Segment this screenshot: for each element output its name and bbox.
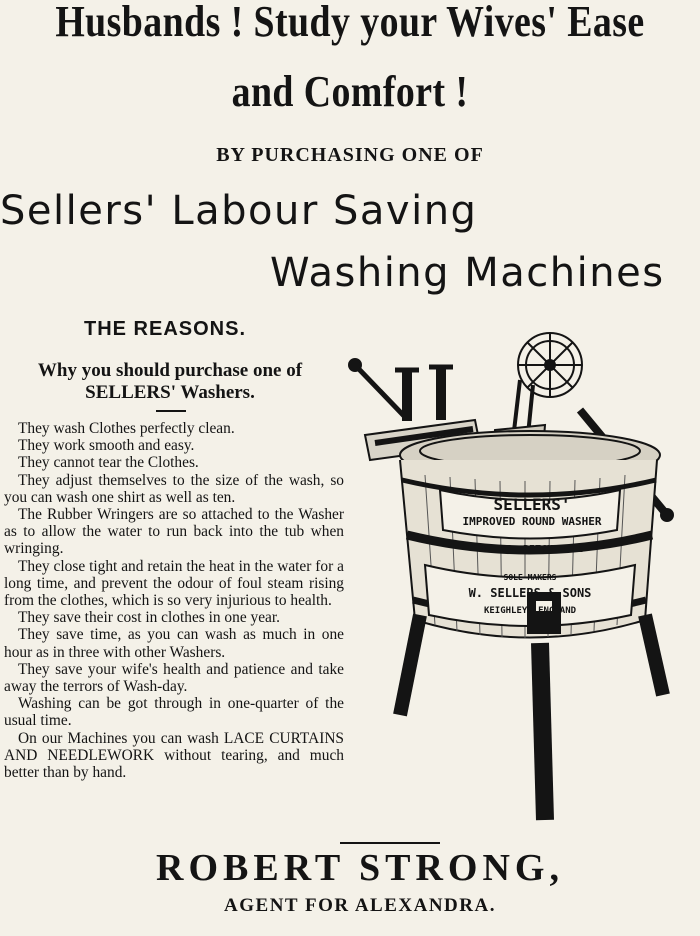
reason-item: They adjust themselves to the size of the wash, so you can wash one shirt as well as ten. xyxy=(4,471,344,506)
footer-divider xyxy=(340,842,440,844)
machine-band-line-2: W. SELLERS & SONS xyxy=(468,586,592,600)
reason-item: Washing can be got through in one-quarter of the usual time. xyxy=(4,695,344,730)
agent-name: ROBERT STRONG, xyxy=(156,847,564,889)
machine-band-line-3: KEIGHLEY, ENGLAND xyxy=(483,606,577,616)
section-title: THE REASONS. xyxy=(83,318,247,340)
by-purchasing-text: BY PURCHASING ONE OF xyxy=(216,144,484,166)
machine-label-line-3: 81 ST. PITCH PINE xyxy=(480,544,584,555)
reason-item: They cannot tear the Clothes. xyxy=(18,454,199,472)
reason-item: They close tight and retain the heat in the water for a long time, and prevent the odour of foul steam rising from the clothes, which is so very injurious to health. xyxy=(4,557,344,610)
reason-item: On our Machines you can wash LACE CURTAINS AND NEEDLEWORK without tearing, and much better than by hand. xyxy=(4,729,344,782)
brand-line-2: Washing Machines xyxy=(270,250,665,296)
subtitle-line-2: SELLERS' Washers. xyxy=(85,382,255,403)
reason-item: They save time, as you can wash as much in one hour as in three with other Washers. xyxy=(4,626,344,661)
reason-item: The Rubber Wringers are so attached to the Washer as to allow the water to run back into the tub when wringing. xyxy=(4,506,344,558)
brand-line-1: Sellers' Labour Saving xyxy=(0,188,478,234)
divider xyxy=(156,410,186,412)
reason-item: They work smooth and easy. xyxy=(18,437,195,455)
reason-item: They save their cost in clothes in one year. xyxy=(18,609,280,627)
reason-item: They save your wife's health and patience and take away the terrors of Wash-day. xyxy=(4,660,344,696)
machine-label-line-2: IMPROVED ROUND WASHER xyxy=(462,515,602,528)
headline-line-2: and Comfort ! xyxy=(231,67,469,116)
machine-label-line-1: SELLERS' xyxy=(493,495,571,514)
reason-item: They wash Clothes perfectly clean. xyxy=(18,420,235,437)
washing-machine-illustration xyxy=(345,325,695,830)
reasons-list xyxy=(4,420,344,781)
subtitle-line-1: Why you should purchase one of xyxy=(37,360,303,381)
subtitle xyxy=(0,360,340,404)
agent-role: AGENT FOR ALEXANDRA. xyxy=(224,895,496,916)
headline-line-1: Husbands ! Study your Wives' Ease xyxy=(55,0,645,46)
machine-band-line-1: SOLE MAKERS xyxy=(503,573,557,582)
